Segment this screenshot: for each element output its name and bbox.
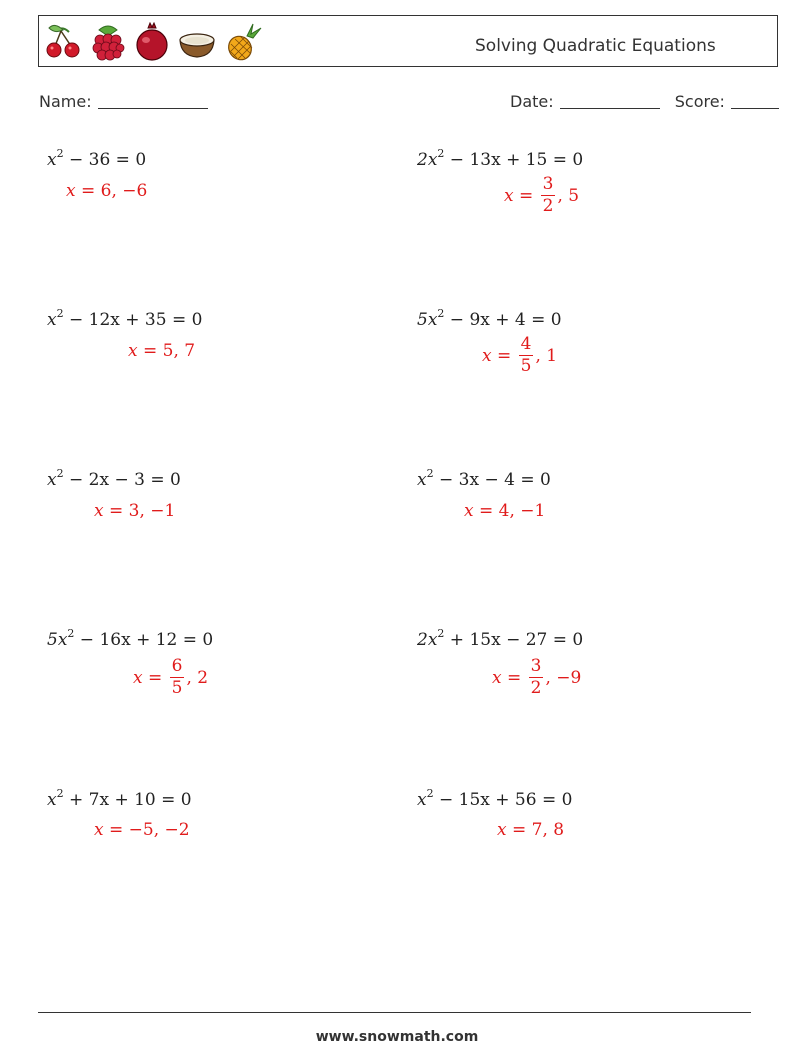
problem-6: $x^2 - 3x - 4 = 0$ — [417, 467, 551, 490]
pineapple-icon — [223, 22, 263, 62]
name-field — [39, 92, 208, 111]
score-label: Score: — [674, 92, 725, 111]
worksheet-header — [38, 15, 778, 67]
answer-7-fraction: $\frac{6}{5}$ — [171, 656, 183, 698]
problem-9: $x^2 + 7x + 10 = 0$ — [47, 787, 192, 810]
answer-4: x = $\frac{4}{5}$ , 1 — [482, 334, 558, 376]
pomegranate-icon — [133, 22, 171, 62]
fruit-icons — [43, 20, 263, 64]
answer-3: x = 5, 7 — [128, 341, 196, 361]
coconut-icon — [177, 22, 217, 62]
date-score-fields — [510, 92, 779, 111]
problem-8: $2x^2 + 15x - 27 = 0$ — [417, 627, 584, 650]
date-label: Date: — [510, 92, 554, 111]
name-blank[interactable] — [98, 94, 208, 109]
answer-7: x = $\frac{6}{5}$ , 2 — [133, 656, 209, 698]
score-blank[interactable] — [731, 94, 779, 109]
answer-2-fraction: $\frac{3}{2}$ — [542, 174, 554, 216]
date-blank[interactable] — [560, 94, 660, 109]
answer-8: x = $\frac{3}{2}$ , −9 — [492, 656, 582, 698]
problem-4: $5x^2 - 9x + 4 = 0$ — [417, 307, 562, 330]
problem-1: $x^2 - 36 = 0$ — [47, 147, 147, 170]
answer-2: x = $\frac{3}{2}$ , 5 — [504, 174, 580, 216]
raspberry-icon — [89, 22, 127, 62]
footer-divider — [38, 1012, 751, 1013]
answer-5: x = 3, −1 — [94, 501, 176, 521]
footer-link[interactable]: www.snowmath.com — [315, 1029, 479, 1045]
answer-8-fraction: $\frac{3}{2}$ — [530, 656, 542, 698]
name-label: Name: — [39, 92, 92, 111]
worksheet-title: Solving Quadratic Equations — [475, 36, 716, 56]
problem-2: $2x^2 - 13x + 15 = 0$ — [417, 147, 584, 170]
answer-9: x = −5, −2 — [94, 820, 190, 840]
problem-3: $x^2 - 12x + 35 = 0$ — [47, 307, 203, 330]
problem-10: $x^2 - 15x + 56 = 0$ — [417, 787, 573, 810]
answer-1: x = 6, −6 — [66, 181, 148, 201]
answer-4-fraction: $\frac{4}{5}$ — [520, 334, 532, 376]
cherry-icon — [43, 22, 83, 62]
problem-5: $x^2 - 2x - 3 = 0$ — [47, 467, 181, 490]
problem-7: $5x^2 - 16x + 12 = 0$ — [47, 627, 214, 650]
answer-6: x = 4, −1 — [464, 501, 546, 521]
answer-10: x = 7, 8 — [497, 820, 565, 840]
